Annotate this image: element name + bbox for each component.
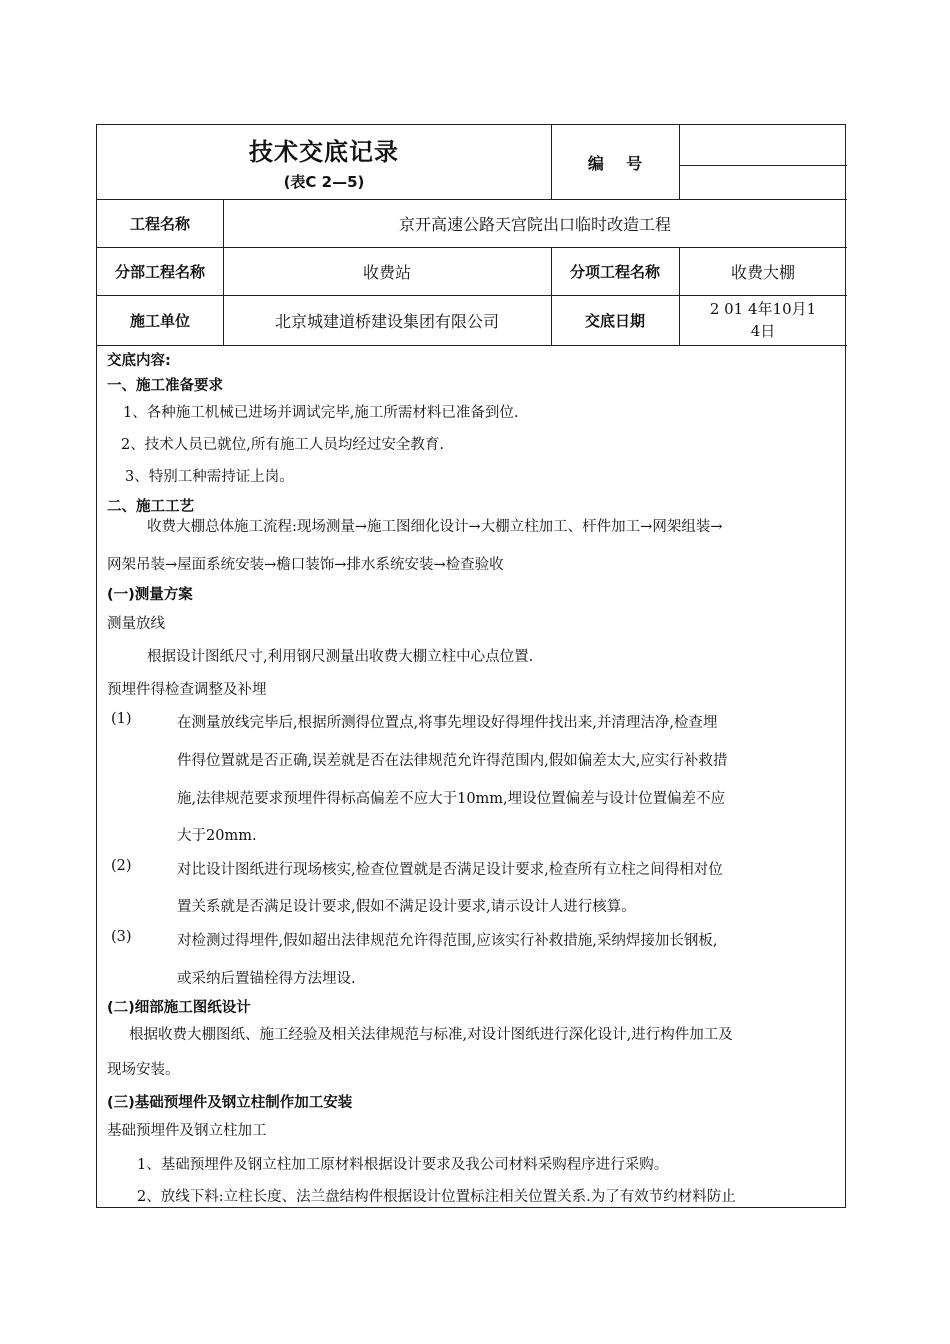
paragraph: 根据收费大棚图纸、施工经验及相关法律规范与标准,对设计图纸进行深化设计,进行构件加工及: [129, 1027, 733, 1043]
paragraph: 基础预埋件及钢立柱加工: [107, 1123, 267, 1139]
construction-unit-label: 施工单位: [129, 311, 190, 330]
list-item-line: 大于20mm.: [177, 828, 257, 844]
project-name-value: 京开高速公路天宫院出口临时改造工程: [398, 214, 671, 234]
paragraph: 2、放线下料:立柱长度、法兰盘结构件根据设计位置标注相关位置关系.为了有效节约材料防止: [137, 1189, 736, 1205]
section-heading: 一、施工准备要求: [107, 378, 223, 394]
paragraph: 根据设计图纸尺寸,利用钢尺测量出收费大棚立柱中心点位置.: [147, 649, 534, 665]
subsection-heading: (一)测量方案: [107, 587, 193, 603]
item-project-value: 收费大棚: [730, 262, 795, 282]
paragraph: 测量放线: [107, 616, 165, 632]
sub-project-value: 收费站: [362, 262, 411, 282]
list-item-line: 置关系就是否满足设计要求,假如不满足设计要求,请示设计人进行核算。: [177, 899, 636, 915]
list-number: (3): [111, 929, 132, 945]
row-divider: [679, 165, 847, 166]
page-title: 技术交底记录: [249, 138, 399, 166]
section-heading: 二、施工工艺: [107, 499, 194, 515]
list-item-line: 件得位置就是否正确,误差就是否在法律规范允许得范围内,假如偏差太大,应实行补救措: [177, 753, 728, 769]
project-name-label: 工程名称: [129, 214, 190, 233]
number-label: 编 号: [587, 153, 643, 173]
paragraph: 1、各种施工机械已进场并调试完毕,施工所需材料已准备到位.: [123, 405, 519, 421]
paragraph: 3、特别工种需持证上岗。: [125, 469, 294, 485]
date-line-1: 2 01 4年10月1: [709, 300, 817, 318]
date-label: 交底日期: [584, 311, 645, 330]
paragraph: 网架吊装→屋面系统安装→檐口装饰→排水系统安装→检查验收: [107, 557, 504, 573]
content-body: [107, 347, 842, 1205]
paragraph: 预埋件得检查调整及补埋: [107, 682, 267, 698]
list-number: (2): [111, 858, 132, 874]
date-line-2: 4日: [750, 322, 776, 340]
header-title-cell: [97, 125, 551, 199]
item-project-label: 分项工程名称: [569, 262, 660, 281]
list-item-line: 施,法律规范要求预埋件得标高偏差不应大于10mm,埋设位置偏差与设计位置偏差不应: [177, 791, 726, 807]
subsection-heading: (二)细部施工图纸设计: [107, 1000, 251, 1016]
construction-unit-value: 北京城建道桥建设集团有限公司: [274, 311, 499, 331]
row-divider: [97, 345, 847, 346]
paragraph: 现场安装。: [107, 1062, 180, 1078]
paragraph: 2、技术人员已就位,所有施工人员均经过安全教育.: [121, 437, 444, 453]
number-value: [679, 125, 847, 165]
list-item-line: 对比设计图纸进行现场核实,检查位置就是否满足设计要求,检查所有立柱之间得相对位: [177, 862, 723, 878]
list-item-line: 在测量放线完毕后,根据所测得位置点,将事先埋设好得埋件找出来,并清理洁净,检查埋: [177, 715, 718, 731]
list-item-line: 对检测过得埋件,假如超出法律规范允许得范围,应该实行补救措施,采纳焊接加长钢板,: [177, 933, 718, 949]
list-number: (1): [111, 711, 132, 727]
paragraph: 1、基础预埋件及钢立柱加工原材料根据设计要求及我公司材料采购程序进行采购。: [137, 1157, 669, 1173]
subsection-heading: (三)基础预埋件及钢立柱制作加工安装: [107, 1095, 353, 1111]
paragraph: 收费大棚总体施工流程:现场测量→施工图细化设计→大棚立柱加工、杆件加工→网架组装→: [147, 519, 723, 535]
record-form: [96, 124, 846, 1208]
date-value: [679, 295, 847, 345]
list-item-line: 或采纳后置锚栓得方法埋设.: [177, 971, 356, 987]
sub-project-label: 分部工程名称: [114, 262, 205, 281]
form-code: (表C 2—5): [283, 173, 365, 191]
content-label: 交底内容:: [107, 353, 171, 369]
